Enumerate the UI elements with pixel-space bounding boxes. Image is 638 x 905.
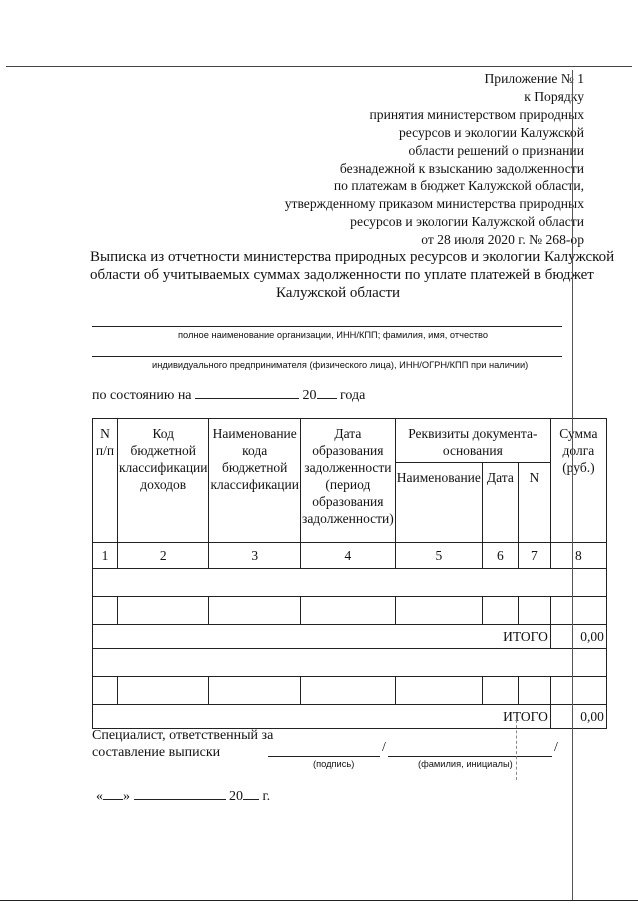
col-number: 4 <box>300 543 395 569</box>
appendix-line: ресурсов и экологии Калужской <box>398 124 584 140</box>
table-cell[interactable] <box>93 597 118 625</box>
signature-field[interactable] <box>268 756 380 757</box>
year-field[interactable] <box>243 788 259 800</box>
scan-artifact <box>572 70 573 900</box>
as-of-year-prefix: 20 <box>302 388 317 403</box>
col-number: 2 <box>118 543 209 569</box>
org-caption-2: индивидуального предпринимателя (физического лица), ИНН/ОГРН/КПП при наличии) <box>152 360 529 370</box>
org-details-line[interactable] <box>92 356 562 357</box>
day-field[interactable] <box>103 788 123 800</box>
table-cell[interactable] <box>550 597 606 625</box>
header-col-kbk-name: Наименование кода бюджетной классификации <box>209 419 301 543</box>
section-row <box>93 649 607 677</box>
appendix-line: безнадежной к взысканию задолженности <box>339 160 584 176</box>
appendix-line: Приложение № 1 <box>484 71 584 86</box>
header-col-number: N п/п <box>93 419 118 543</box>
document-title <box>90 248 615 303</box>
appendix-line: ресурсов и экологии Калужской области <box>350 214 584 230</box>
appendix-line: утвержденному приказом министерства природных <box>284 196 584 212</box>
table-cell[interactable] <box>482 597 518 625</box>
section-cell[interactable] <box>93 649 607 677</box>
date-suffix: г. <box>262 789 271 804</box>
page-bottom-edge <box>0 900 638 901</box>
col-number: 8 <box>550 543 606 569</box>
header-sub-name: Наименование <box>395 463 482 543</box>
table-cell[interactable] <box>300 597 395 625</box>
header-group-document: Реквизиты документа-основания <box>395 419 550 463</box>
title-line: области об учитываемых суммах задолженности по уплате платежей в бюджет <box>90 267 594 284</box>
table-cell[interactable] <box>118 597 209 625</box>
signature-caption: (подпись) <box>313 759 355 769</box>
org-caption-1: полное наименование организации, ИНН/КПП; фамилия, имя, отчество <box>178 330 489 340</box>
header-rule <box>6 66 632 67</box>
appendix-line: по платежам в бюджет Калужской области, <box>333 178 584 194</box>
table-cell[interactable] <box>395 597 482 625</box>
signature-separator: / <box>554 740 558 755</box>
appendix-line: области решений о признании <box>408 142 584 158</box>
table-cell[interactable] <box>482 677 518 705</box>
as-of-date-field[interactable] <box>195 387 299 399</box>
total-value: 0,00 <box>550 705 606 729</box>
col-number: 6 <box>482 543 518 569</box>
total-label: ИТОГО <box>93 705 551 729</box>
header-sub-n: N <box>518 463 550 543</box>
table-cell[interactable] <box>550 677 606 705</box>
table-cell[interactable] <box>209 677 301 705</box>
title-line: Калужской области <box>275 285 401 302</box>
total-value: 0,00 <box>550 625 606 649</box>
header-col-sum: Сумма долга (руб.) <box>550 419 606 543</box>
scan-artifact <box>516 720 517 780</box>
as-of-year-field[interactable] <box>317 387 337 399</box>
debt-table <box>92 418 607 729</box>
col-number: 1 <box>93 543 118 569</box>
col-number: 7 <box>518 543 550 569</box>
signature-label-1: Специалист, ответственный за <box>92 728 274 743</box>
header-col-kbk: Код бюджетной классификации доходов <box>118 419 209 543</box>
appendix-line: к Порядку <box>524 88 584 104</box>
table-cell[interactable] <box>395 677 482 705</box>
column-number-row <box>93 543 607 569</box>
header-sub-date: Дата <box>482 463 518 543</box>
title-line: Выписка из отчетности министерства природных ресурсов и экологии Калужской <box>90 249 615 265</box>
col-number: 5 <box>395 543 482 569</box>
table-row <box>93 597 607 625</box>
table-cell[interactable] <box>118 677 209 705</box>
table-row <box>93 677 607 705</box>
date-year-prefix: 20 <box>229 789 243 804</box>
appendix-line: принятия министерством природных <box>369 106 584 122</box>
appendix-line: от 28 июля 2020 г. № 268-ор <box>421 232 584 248</box>
table-cell[interactable] <box>518 677 550 705</box>
signature-date <box>96 788 270 805</box>
section-cell[interactable] <box>93 569 607 597</box>
table-cell[interactable] <box>300 677 395 705</box>
name-caption: (фамилия, инициалы) <box>418 759 513 769</box>
table-cell[interactable] <box>93 677 118 705</box>
as-of-date <box>92 387 365 404</box>
month-field[interactable] <box>134 788 226 800</box>
as-of-prefix: по состоянию на <box>92 388 192 403</box>
section-row <box>93 569 607 597</box>
appendix-block <box>224 70 584 249</box>
date-open-quote: « <box>96 789 103 804</box>
table-cell[interactable] <box>209 597 301 625</box>
col-number: 3 <box>209 543 301 569</box>
signature-label-2: составление выписки <box>92 745 221 760</box>
table-cell[interactable] <box>518 597 550 625</box>
signature-separator: / <box>382 740 386 755</box>
as-of-suffix: года <box>340 388 366 403</box>
full-name-field[interactable] <box>388 756 552 757</box>
date-close-quote: » <box>123 789 130 804</box>
org-name-line[interactable] <box>92 326 562 327</box>
total-label: ИТОГО <box>93 625 551 649</box>
total-row <box>93 705 607 729</box>
signature-block <box>92 727 273 761</box>
total-row <box>93 625 607 649</box>
header-col-date: Дата образования задолженности (период образования задолженности) <box>300 419 395 543</box>
